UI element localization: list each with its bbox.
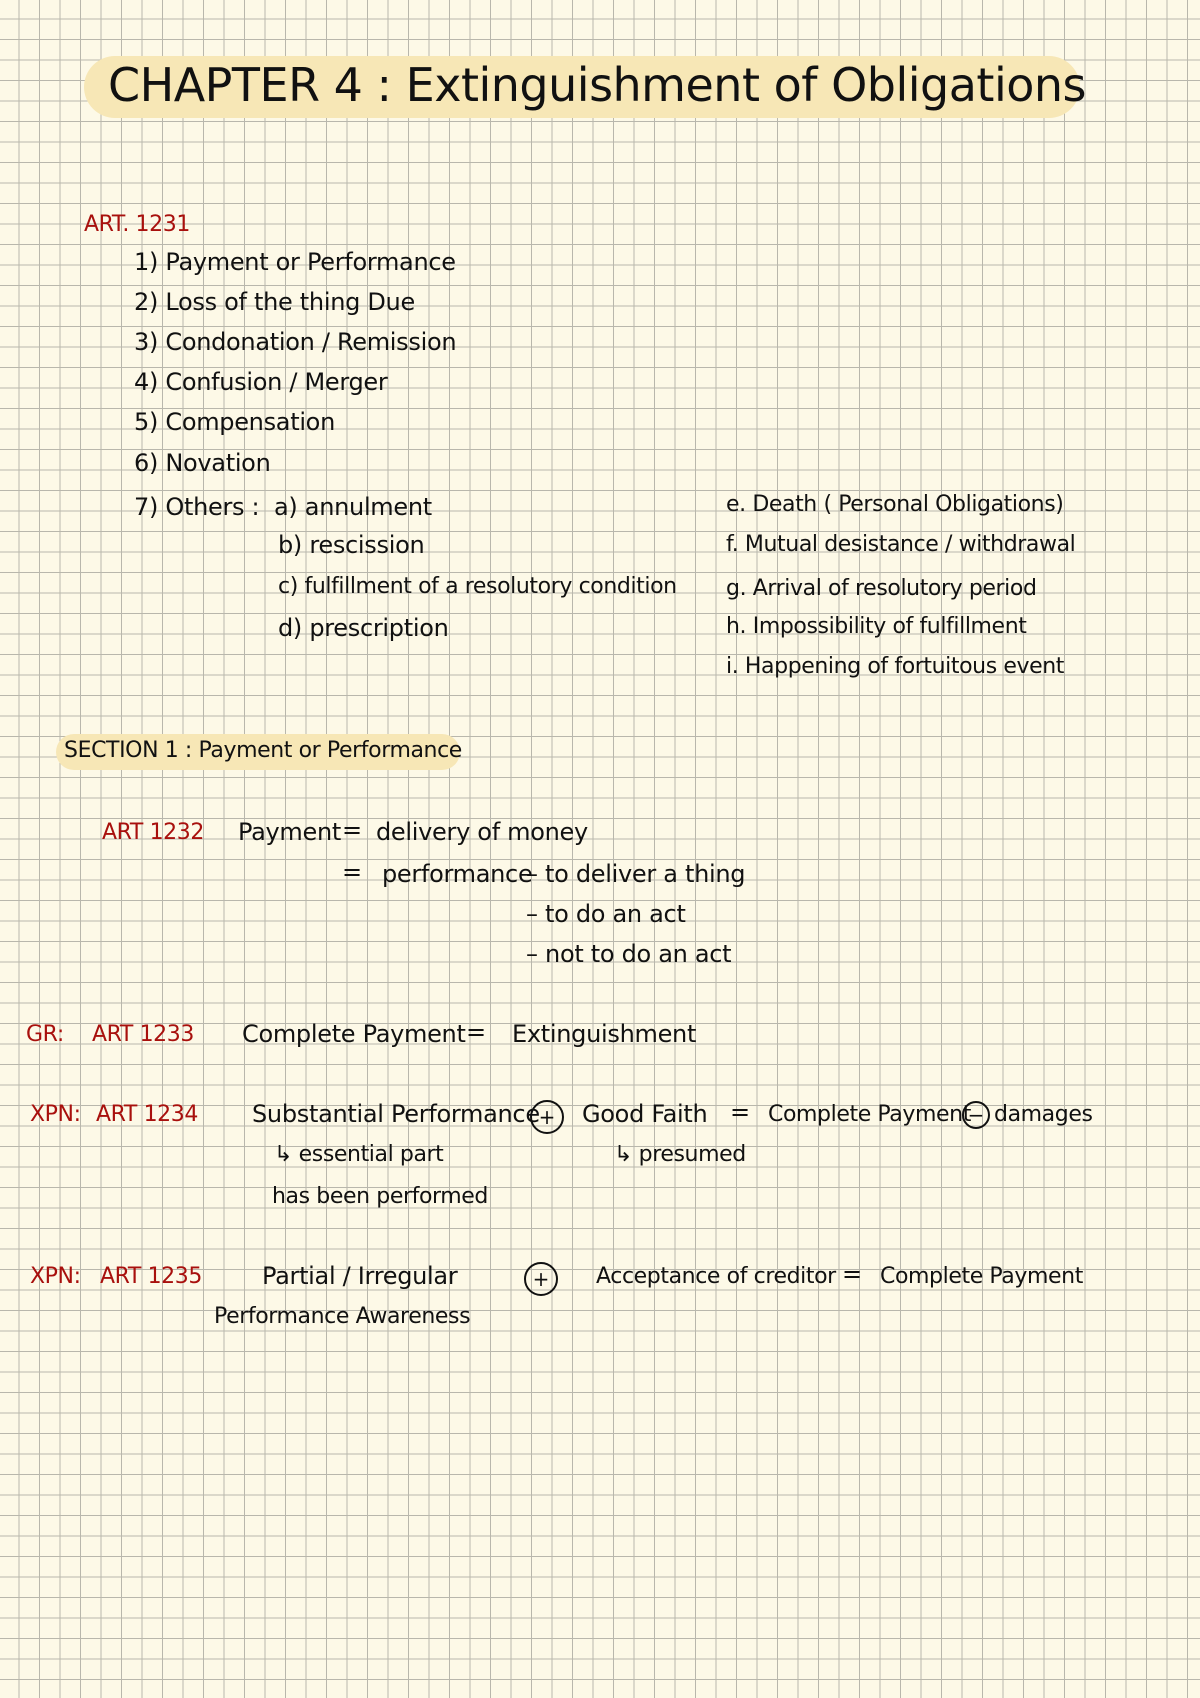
xpn-prefix: XPN: [30, 1102, 81, 1127]
performance-awareness: Performance Awareness [214, 1304, 471, 1329]
extinguishment: Extinguishment [512, 1020, 697, 1048]
list-item: 5) Compensation [134, 408, 335, 436]
equals-sign: = [342, 816, 362, 844]
gr-prefix: GR: [26, 1022, 64, 1047]
act-item: – to deliver a thing [526, 860, 746, 888]
list-item: 3) Condonation / Remission [134, 328, 457, 356]
note-performed: has been performed [272, 1184, 488, 1209]
minus-circle-icon: − [962, 1101, 990, 1129]
others-item: i. Happening of fortuitous event [726, 654, 1065, 679]
others-item: c) fulfillment of a resolutory condition [278, 574, 677, 599]
section-heading: SECTION 1 : Payment or Performance [64, 738, 462, 763]
definition-money: delivery of money [376, 818, 588, 846]
complete-payment: Complete Payment [880, 1264, 1083, 1289]
list-item: 1) Payment or Performance [134, 248, 456, 276]
list-item: 6) Novation [134, 449, 271, 477]
equals-sign: = [730, 1098, 750, 1126]
list-item: 7) Others : [134, 493, 260, 521]
art-1233-label: ART 1233 [92, 1022, 194, 1047]
partial-irregular: Partial / Irregular [262, 1262, 458, 1290]
art-1235-label: ART 1235 [100, 1264, 202, 1289]
xpn-prefix: XPN: [30, 1264, 81, 1289]
others-item: d) prescription [278, 614, 449, 642]
note-essential-part: ↳ essential part [274, 1142, 444, 1167]
plus-circle-icon: + [530, 1100, 564, 1134]
act-item: – to do an act [526, 900, 686, 928]
list-item: 2) Loss of the thing Due [134, 288, 415, 316]
payment-term: Payment [238, 818, 341, 846]
complete-payment: Complete Payment [768, 1102, 971, 1127]
equals-sign: = [842, 1260, 862, 1288]
damages: damages [994, 1102, 1093, 1127]
act-item: – not to do an act [526, 940, 732, 968]
plus-circle-icon: + [524, 1262, 558, 1296]
good-faith: Good Faith [582, 1100, 708, 1128]
complete-payment: Complete Payment [242, 1020, 466, 1048]
art-1232-label: ART 1232 [102, 820, 204, 845]
others-item: f. Mutual desistance / withdrawal [726, 532, 1076, 557]
others-item: g. Arrival of resolutory period [726, 576, 1037, 601]
art-1231-label: ART. 1231 [84, 212, 190, 237]
page-title: CHAPTER 4 : Extinguishment of Obligations [108, 58, 1087, 112]
definition-performance: performance [382, 860, 533, 888]
equals-sign: = [342, 858, 362, 886]
others-item: h. Impossibility of fulfillment [726, 614, 1027, 639]
note-presumed: ↳ presumed [614, 1142, 746, 1167]
others-item: b) rescission [278, 531, 425, 559]
others-item: a) annulment [274, 493, 432, 521]
substantial-performance: Substantial Performance [252, 1100, 540, 1128]
list-item: 4) Confusion / Merger [134, 368, 388, 396]
acceptance-of-creditor: Acceptance of creditor [596, 1264, 836, 1289]
equals-sign: = [466, 1018, 486, 1046]
art-1234-label: ART 1234 [96, 1102, 198, 1127]
others-item: e. Death ( Personal Obligations) [726, 492, 1064, 517]
